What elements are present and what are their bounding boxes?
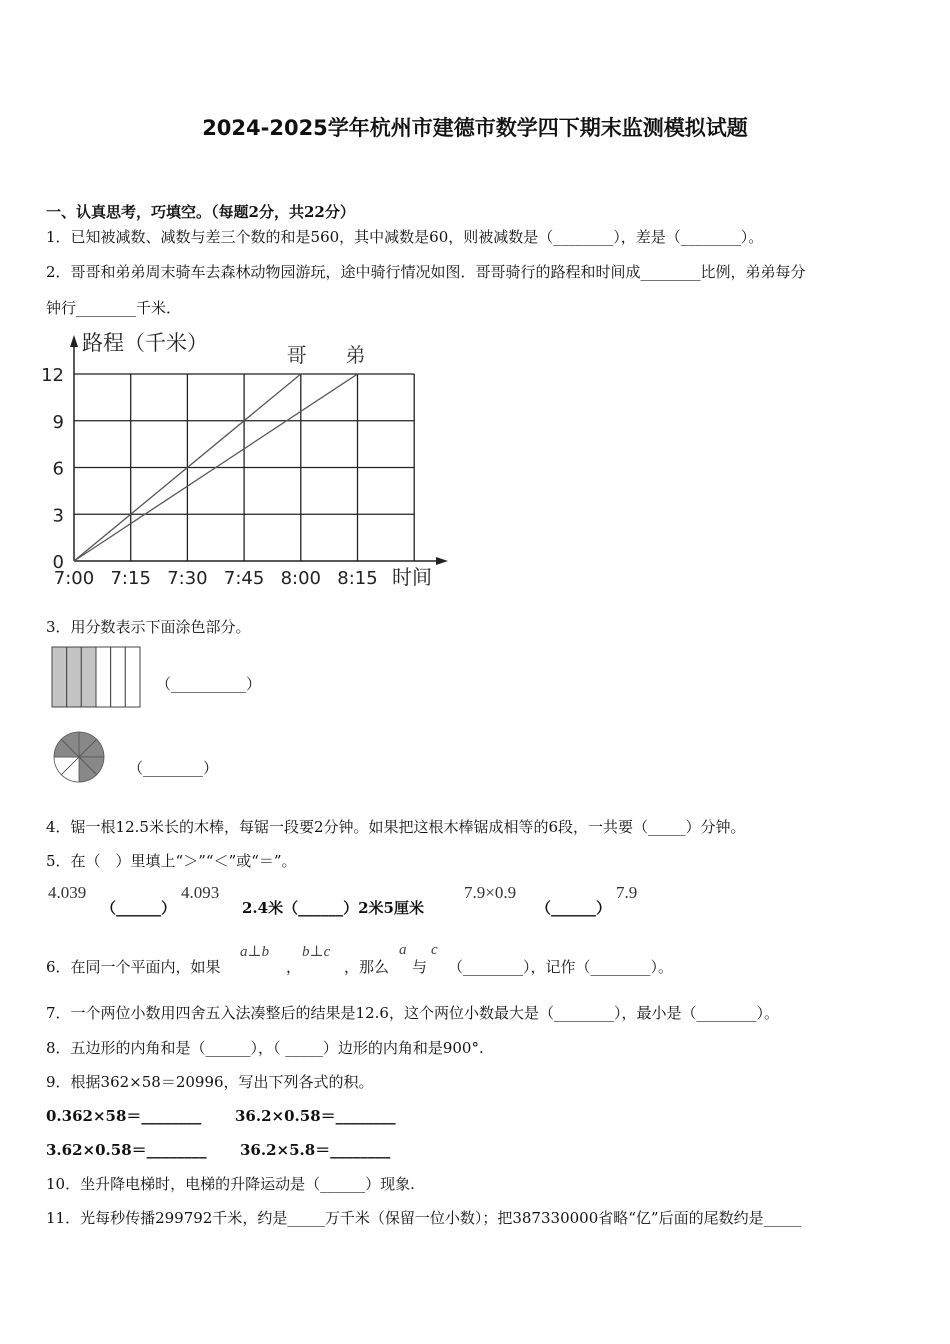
chart-labels bbox=[41, 331, 432, 589]
shaded-strip bbox=[81, 647, 96, 707]
unshaded-strip bbox=[125, 647, 140, 707]
q6-math-b-perp-c: b⊥c bbox=[302, 944, 331, 960]
shaded-strip bbox=[52, 647, 67, 707]
question-2-line-1: 2．哥哥和弟弟周末骑车去森林动物园游玩，途中骑行情况如图．哥哥骑行的路程和时间成________比例，弟弟每分 bbox=[46, 263, 806, 281]
x-tick-label: 8:00 bbox=[280, 568, 322, 589]
x-axis-arrow bbox=[436, 557, 448, 565]
q5-blank-1: （______） bbox=[101, 899, 177, 917]
q5-value-c2: 7.9 bbox=[616, 883, 638, 902]
q6-and: 与 bbox=[412, 958, 428, 976]
q9-expression-b: 36.2×0.58＝________ bbox=[235, 1107, 396, 1125]
question-10: 10．坐升降电梯时，电梯的升降运动是（______）现象. bbox=[46, 1175, 415, 1193]
q6-math-c: c bbox=[431, 942, 438, 958]
x-tick-label: 7:00 bbox=[53, 568, 95, 589]
y-tick-label: 3 bbox=[52, 505, 64, 527]
series-label: 哥 bbox=[286, 343, 307, 367]
distance-time-chart bbox=[40, 325, 460, 595]
question-7: 7．一个两位小数用四舍五入法凑整后的结果是12.6，这个两位小数最大是（________），最小是（________）。 bbox=[46, 1004, 779, 1022]
x-tick-label: 7:30 bbox=[167, 568, 208, 589]
q5-value-c1: 7.9×0.9 bbox=[464, 883, 517, 902]
y-tick-label: 6 bbox=[52, 458, 64, 480]
answer-blank-circle: （________） bbox=[128, 759, 219, 777]
y-tick-label: 12 bbox=[41, 365, 64, 386]
question-8: 8．五边形的内角和是（______），（ _____）边形的内角和是900°. bbox=[46, 1039, 484, 1057]
unshaded-strip bbox=[96, 647, 111, 707]
section-heading: 一、认真思考，巧填空。（每题2分，共22分） bbox=[46, 203, 355, 221]
q5-compare-b: 2.4米（______）2米5厘米 bbox=[242, 899, 424, 917]
q5-value-a1: 4.039 bbox=[48, 883, 87, 902]
q6-suffix: （________），记作（________）。 bbox=[448, 958, 674, 976]
q6-then: ，那么 bbox=[344, 958, 390, 976]
q6-math-a-perp-b: a⊥b bbox=[240, 944, 270, 960]
x-tick-label: 7:45 bbox=[223, 568, 265, 589]
question-11: 11．光每秒传播299792千米，约是_____万千米（保留一位小数）；把387330000省略“亿”后面的尾数约是_____ bbox=[46, 1209, 802, 1227]
q9-expression-a: 0.362×58＝________ bbox=[46, 1107, 202, 1125]
q5-value-a2: 4.093 bbox=[181, 883, 220, 902]
y-axis-title: 路程（千米） bbox=[82, 331, 208, 355]
chart-grid bbox=[74, 374, 414, 561]
q6-math-a: a bbox=[399, 942, 407, 958]
x-axis-title: 时间 bbox=[392, 565, 432, 589]
q9-expression-d: 36.2×5.8＝________ bbox=[240, 1141, 391, 1159]
question-6-prefix: 6．在同一个平面内，如果 bbox=[46, 958, 221, 976]
answer-blank-rectangle: （__________） bbox=[156, 675, 262, 693]
q5-blank-3: （______） bbox=[536, 899, 612, 917]
y-tick-label: 9 bbox=[52, 411, 64, 433]
series-label: 弟 bbox=[345, 343, 366, 367]
shaded-strip bbox=[67, 647, 82, 707]
y-tick-label: 0 bbox=[52, 552, 64, 573]
q9-expression-c: 3.62×0.58＝________ bbox=[46, 1141, 207, 1159]
question-2-line-2: 钟行________千米． bbox=[46, 299, 182, 317]
question-5: 5．在（ ）里填上“＞”“＜”或“＝”。 bbox=[46, 852, 297, 870]
shaded-circle-figure bbox=[52, 730, 110, 786]
question-3: 3．用分数表示下面涂色部分。 bbox=[46, 618, 251, 636]
shaded-rectangle-figure bbox=[51, 646, 143, 708]
unshaded-strip bbox=[111, 647, 126, 707]
chart-axes bbox=[70, 335, 448, 565]
page-title: 2024-2025学年杭州市建德市数学四下期末监测模拟试题 bbox=[202, 116, 748, 140]
q6-comma: ， bbox=[286, 958, 302, 976]
question-4: 4．锯一根12.5米长的木棒，每锯一段要2分钟。如果把这根木棒锯成相等的6段，一共要（_____）分钟。 bbox=[46, 818, 746, 836]
y-axis-arrow bbox=[70, 335, 78, 347]
question-1: 1．已知被减数、减数与差三个数的和是560，其中减数是60，则被减数是（________），差是（________）。 bbox=[46, 228, 764, 246]
x-tick-label: 7:15 bbox=[110, 568, 151, 589]
x-tick-label: 8:15 bbox=[337, 568, 378, 589]
question-9: 9．根据362×58＝20996，写出下列各式的积。 bbox=[46, 1073, 374, 1091]
